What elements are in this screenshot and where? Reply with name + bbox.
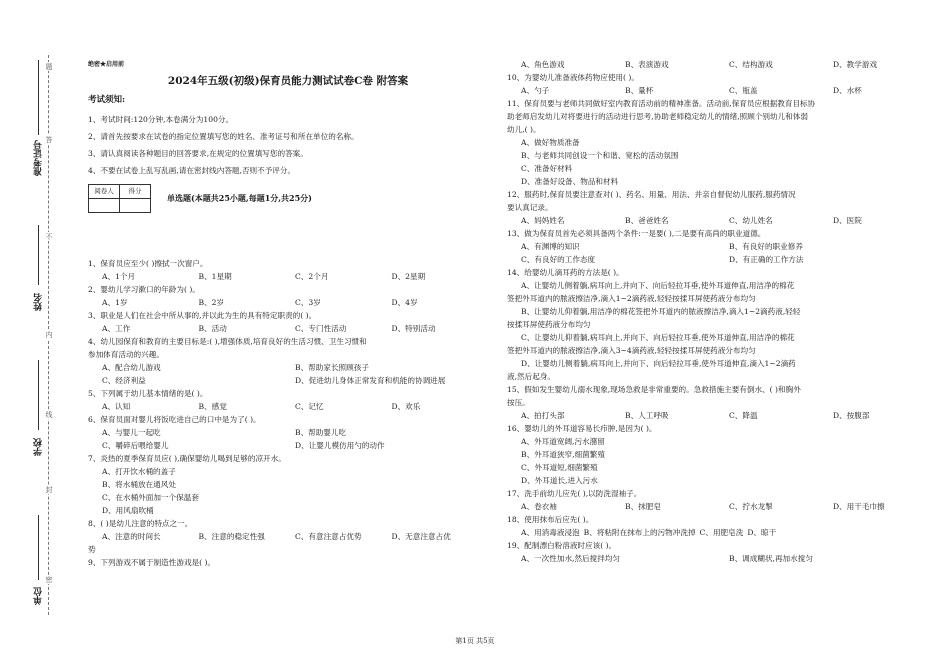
option[interactable]: D、让婴幼儿侧着躺,病耳向上,并向下、向后轻拉耳垂,使外耳道伸直,滴入1~2滴药 bbox=[521, 359, 796, 368]
option[interactable]: B、量杯 bbox=[625, 86, 654, 95]
option[interactable]: C、有意注意占优势 bbox=[295, 532, 362, 541]
question: 13、做为保育员首先必须具备两个条件:一是要( ),二是要有高尚的职业道德。 bbox=[507, 229, 766, 238]
notice-item: 3、请认真阅读各种题目的回答要求,在规定的位置填写您的答案。 bbox=[88, 149, 308, 158]
option[interactable]: C、幼儿姓名 bbox=[729, 216, 773, 225]
option[interactable]: A、勺子 bbox=[521, 86, 550, 95]
option[interactable]: A、卷衣袖 bbox=[521, 502, 557, 511]
options bbox=[88, 322, 488, 335]
option[interactable]: B、外耳道狭窄,细菌繁殖 bbox=[521, 450, 605, 459]
option[interactable]: A、一次性加水,然后搅拌均匀 bbox=[521, 554, 621, 563]
option[interactable]: D、特别活动 bbox=[391, 324, 436, 333]
option[interactable]: C、外耳道短,细菌繁殖 bbox=[521, 463, 598, 472]
right-column bbox=[507, 58, 937, 565]
option[interactable]: D、用干毛巾擦 bbox=[833, 502, 885, 511]
option[interactable]: B、调成糊状,再加水搅匀 bbox=[729, 554, 813, 563]
option[interactable]: C、经济利益 bbox=[102, 376, 146, 385]
options bbox=[88, 400, 488, 413]
option[interactable]: D、按腹部 bbox=[833, 411, 870, 420]
notice-heading: 考试须知: bbox=[88, 95, 126, 105]
option-cont: 签把外耳道内的脓液擦洁净,滴入1~2滴药液,轻轻按揉耳屏使药液分布均匀 bbox=[507, 294, 756, 303]
options bbox=[88, 374, 488, 387]
notice-item: 1、考试时间:120分钟,本卷满分为100分。 bbox=[88, 115, 234, 124]
options bbox=[88, 361, 488, 374]
option[interactable]: A、注意的时间长 bbox=[102, 532, 161, 541]
option[interactable]: B、注意的稳定性强 bbox=[198, 532, 265, 541]
options bbox=[507, 409, 937, 422]
option[interactable]: D、准备好设备、物品和材料 bbox=[521, 177, 619, 186]
seal-mark: 内 bbox=[45, 331, 53, 338]
option[interactable]: A、用消毒液浸泡 bbox=[521, 528, 580, 537]
option[interactable]: A、做好物质准备 bbox=[521, 138, 580, 147]
option[interactable]: A、1岁 bbox=[102, 298, 128, 307]
options bbox=[507, 500, 937, 513]
notice-item: 2、请首先按要求在试卷的指定位置填写您的姓名、准考证号和所在单位的名称。 bbox=[88, 132, 359, 141]
exam-number-label: 准考证号 bbox=[34, 140, 44, 176]
option[interactable]: A、有渊博的知识 bbox=[521, 242, 580, 251]
question: 15、假如发生婴幼儿溺水现象,现场急救是非常重要的。急救措施主要有倒水、( )和胸外 bbox=[507, 385, 801, 394]
option[interactable]: B、与老师共同创设一个和谐、宽松的活动氛围 bbox=[521, 151, 679, 160]
question: 19、配制漂白粉溶液时应该( )。 bbox=[507, 541, 617, 550]
option[interactable]: D、2星期 bbox=[391, 272, 426, 281]
options bbox=[88, 270, 488, 283]
option[interactable]: C、让婴幼儿仰着躺,病耳向上,并向下、向后轻拉耳垂,使外耳道伸直,用洁净的棉花 bbox=[521, 333, 795, 342]
seal-mark: 题 bbox=[45, 63, 53, 70]
option[interactable]: C、结构游戏 bbox=[729, 60, 773, 69]
options bbox=[507, 552, 937, 565]
option[interactable]: C、准备好材料 bbox=[521, 164, 573, 173]
option[interactable]: C、记忆 bbox=[295, 402, 324, 411]
options bbox=[507, 58, 937, 71]
question: 11、保育员要与老师共同做好室内教育活动前的精神准备。活动前,保育员应根据教育目标协 bbox=[507, 99, 816, 108]
binding-margin bbox=[0, 0, 80, 671]
grade-table bbox=[88, 184, 151, 213]
option[interactable]: D、晾干 bbox=[747, 528, 777, 537]
section-heading: 单选题(本题共25小题,每题1分,共25分) bbox=[167, 193, 312, 203]
option[interactable]: C、降温 bbox=[729, 411, 758, 420]
options bbox=[507, 526, 937, 539]
option[interactable]: D、欢乐 bbox=[391, 402, 421, 411]
options bbox=[88, 426, 488, 439]
option[interactable]: A、让婴幼儿侧着躺,病耳向上,并向下、向后轻拉耳垂,使外耳道伸直,用洁净的棉花 bbox=[521, 281, 795, 290]
option[interactable]: C、2个月 bbox=[295, 272, 329, 281]
seal-mark: 不 bbox=[45, 233, 53, 240]
grading-box bbox=[88, 184, 488, 213]
seal-mark: 封 bbox=[45, 486, 53, 493]
option[interactable]: B、人工呼吸 bbox=[625, 411, 669, 420]
option[interactable]: D、促进幼儿身体正常发育和机能的协调进展 bbox=[295, 376, 446, 385]
question: 8、( )是幼儿注意的特点之一。 bbox=[88, 519, 193, 528]
question: 1、保育员应至少( )擦拭一次窗户。 bbox=[88, 259, 208, 268]
question: 16、婴幼儿的外耳道容易长疖肿,是因为( )。 bbox=[507, 424, 657, 433]
name-label: 姓名 bbox=[34, 293, 44, 311]
option[interactable]: B、抹肥皂 bbox=[625, 502, 661, 511]
question-cont: 势 bbox=[88, 545, 96, 554]
option[interactable]: B、2岁 bbox=[198, 298, 225, 307]
question-cont: 幼儿,( )。 bbox=[507, 125, 541, 134]
question: 4、幼儿园保育和教育的主要目标是:( ),增强体质,培育良好的生活习惯、卫生习惯和 bbox=[88, 337, 367, 346]
question: 14、给婴幼儿滴耳药的方法是( )。 bbox=[507, 268, 624, 277]
option[interactable]: A、认知 bbox=[102, 402, 131, 411]
options bbox=[88, 530, 488, 543]
option[interactable]: D、水杯 bbox=[833, 86, 862, 95]
unit-label: 单位 bbox=[34, 587, 44, 605]
option[interactable]: B、爸爸姓名 bbox=[625, 216, 669, 225]
options bbox=[88, 439, 488, 452]
option[interactable]: C、用肥皂洗 bbox=[699, 528, 744, 537]
grader-cell[interactable] bbox=[89, 199, 120, 213]
option[interactable]: A、外耳道宽阔,污水潴留 bbox=[521, 437, 605, 446]
unit-blank bbox=[38, 515, 39, 580]
grader-header: 阅卷人 bbox=[89, 185, 120, 199]
option[interactable]: B、帮助家长照顾孩子 bbox=[295, 363, 369, 372]
question: 17、洗手前幼儿应先( ),以防洗湿袖子。 bbox=[507, 489, 642, 498]
left-column bbox=[88, 58, 488, 569]
option[interactable]: A、拍打头部 bbox=[521, 411, 565, 420]
seal-mark: 答 bbox=[45, 136, 53, 143]
option[interactable]: C、3岁 bbox=[295, 298, 321, 307]
options bbox=[507, 240, 937, 253]
exam-number-blank bbox=[38, 60, 39, 135]
option[interactable]: B、活动 bbox=[198, 324, 227, 333]
option[interactable]: B、将粘附在抹布上的污物冲洗掉 bbox=[583, 528, 696, 537]
question-cont: 按压。 bbox=[507, 398, 530, 407]
option[interactable]: B、感觉 bbox=[198, 402, 227, 411]
question: 10、为婴幼儿准备液体药物应使用( )。 bbox=[507, 73, 639, 82]
question: 7、炎热的夏季保育员应( ),确保婴幼儿喝到足够的凉开水。 bbox=[88, 454, 286, 463]
question: 9、下列游戏不属于制造性游戏是( )。 bbox=[88, 558, 216, 567]
option[interactable]: C、拧水龙掣 bbox=[729, 502, 773, 511]
question: 12、服药时,保育员要注意查对( )、药名、用量、用法、并亲自督促幼儿服药,服药情况 bbox=[507, 190, 796, 199]
option[interactable]: B、1星期 bbox=[198, 272, 232, 281]
option[interactable]: D、外耳道长,进入污水 bbox=[521, 476, 598, 485]
option[interactable]: D、用风扇吹桶 bbox=[102, 506, 154, 515]
options bbox=[507, 214, 937, 227]
option[interactable]: A、配合幼儿游戏 bbox=[102, 363, 161, 372]
secret-mark: 绝密★启用前 bbox=[88, 61, 125, 68]
option[interactable]: C、嚼碎后喂给婴儿 bbox=[102, 441, 169, 450]
option[interactable]: C、瓶盖 bbox=[729, 86, 758, 95]
school-label: 学校 bbox=[34, 438, 44, 456]
page-footer: 第1页 共5页 bbox=[455, 637, 495, 645]
option[interactable]: A、妈妈姓名 bbox=[521, 216, 565, 225]
option[interactable]: A、1个月 bbox=[102, 272, 136, 281]
seal-mark: 密 bbox=[45, 576, 53, 583]
page-title: 2024年五级(初级)保育员能力测试试卷C卷 附答案 bbox=[167, 75, 409, 87]
question-cont: 要认真记录。 bbox=[507, 203, 553, 212]
question: 5、下列属于幼儿基本情绪的是( )。 bbox=[88, 389, 208, 398]
score-cell[interactable] bbox=[120, 199, 151, 213]
notice-item: 4、不要在试卷上乱写乱画,请在密封线内答题,否则不予评分。 bbox=[88, 166, 296, 175]
option[interactable]: D、有正确的工作方法 bbox=[729, 255, 804, 264]
question: 6、保育员面对婴儿将饭吃进自己的口中是为了( )。 bbox=[88, 415, 261, 424]
option[interactable]: A、工作 bbox=[102, 324, 131, 333]
options bbox=[507, 84, 937, 97]
question: 18、使用抹布后应先( )。 bbox=[507, 515, 594, 524]
option-cont: 按揉耳屏使药液分布均匀 bbox=[507, 320, 591, 329]
option[interactable]: C、在水桶外面加一个保温套 bbox=[102, 493, 199, 502]
option[interactable]: D、无意注意占优 bbox=[391, 532, 451, 541]
score-header: 得分 bbox=[120, 185, 151, 199]
option[interactable]: D、让婴儿模仿用勺的动作 bbox=[295, 441, 385, 450]
options bbox=[88, 296, 488, 309]
option[interactable]: A、角色游戏 bbox=[521, 60, 565, 69]
option-cont: 签把外耳道内的脓液擦洁净,滴入3~4滴药液,轻轻按揉耳屏使药液分布均匀 bbox=[507, 346, 756, 355]
question: 2、婴幼儿学习漱口的年龄为( )。 bbox=[88, 285, 200, 294]
option-cont: 液,然后起身。 bbox=[507, 372, 555, 381]
school-blank bbox=[38, 360, 39, 430]
option[interactable]: D、教学游戏 bbox=[833, 60, 878, 69]
option[interactable]: A、与婴儿一起吃 bbox=[102, 428, 161, 437]
option[interactable]: B、有良好的职业修养 bbox=[729, 242, 803, 251]
option[interactable]: B、帮助婴儿吃 bbox=[295, 428, 347, 437]
option[interactable]: D、医院 bbox=[833, 216, 862, 225]
option[interactable]: C、有良好的工作态度 bbox=[521, 255, 596, 264]
name-blank bbox=[38, 225, 39, 285]
option[interactable]: B、将水桶放在通风处 bbox=[102, 480, 176, 489]
seal-mark: 线 bbox=[45, 411, 53, 418]
question-cont: 参加体育活动的兴趣。 bbox=[88, 350, 164, 359]
question: 3、职业是人们在社会中所从事的,并以此为生的具有特定职责的( )。 bbox=[88, 311, 317, 320]
question-cont: 助老师启发幼儿对将要进行的活动进行思考,协助老师稳定幼儿的情绪,照顾个别幼儿和体弱 bbox=[507, 112, 808, 121]
option[interactable]: B、让婴幼儿仰着躺,用洁净的棉花签把外耳道内的脓液擦洁净,滴入1~2滴药液,轻轻 bbox=[521, 307, 801, 316]
option[interactable]: B、表演游戏 bbox=[625, 60, 669, 69]
options bbox=[507, 253, 937, 266]
option[interactable]: A、打开饮水桶的盖子 bbox=[102, 467, 176, 476]
option[interactable]: D、4岁 bbox=[391, 298, 418, 307]
option[interactable]: C、专门性活动 bbox=[295, 324, 347, 333]
